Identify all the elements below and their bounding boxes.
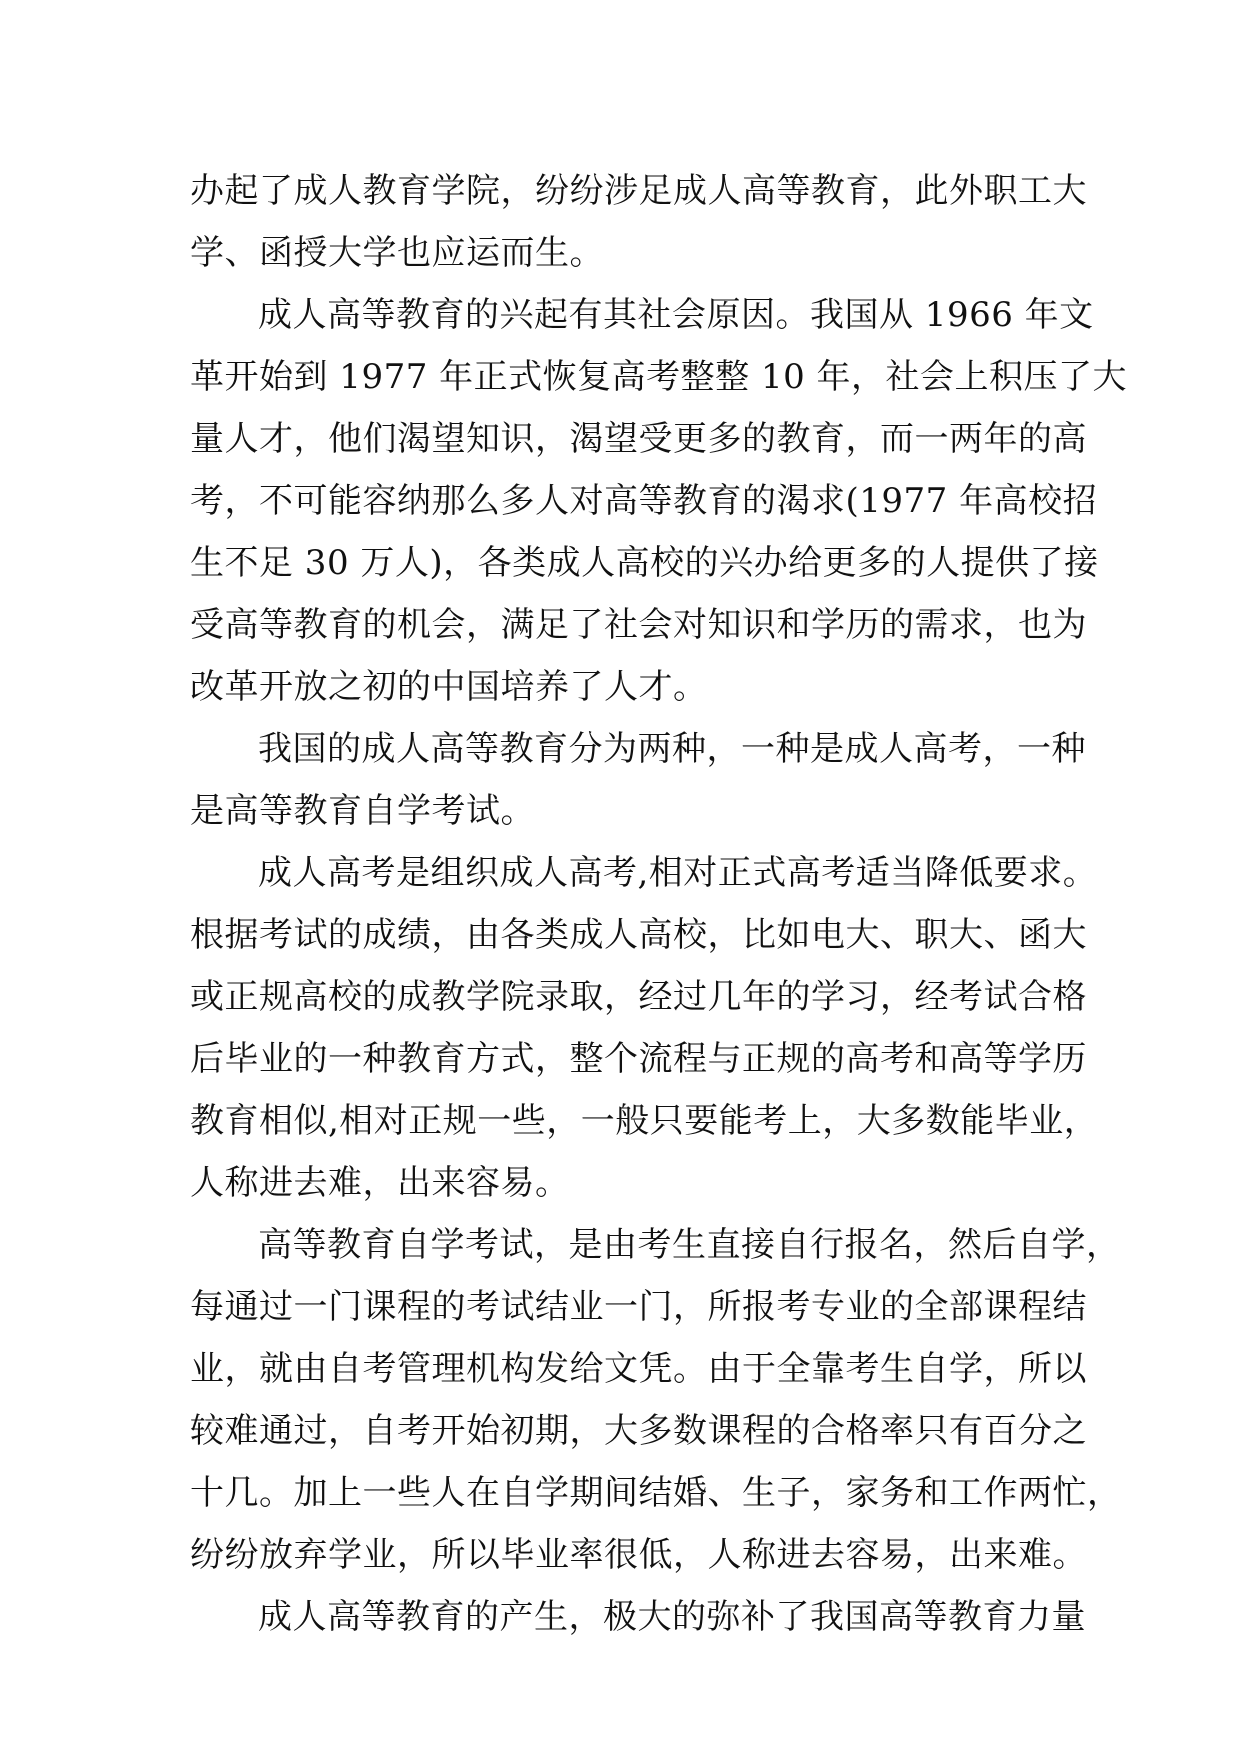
text-line: 学、函授大学也应运而生。 [190, 233, 604, 273]
text-line: 考，不可能容纳那么多人对高等教育的渴求(1977 年高校招 [190, 481, 1098, 521]
text-line: 根据考试的成绩，由各类成人高校，比如电大、职大、函大 [190, 915, 1087, 955]
text-line: 是高等教育自学考试。 [190, 791, 535, 831]
text-line: 改革开放之初的中国培养了人才。 [190, 667, 708, 707]
document-body [190, 160, 1128, 1648]
text-line: 十几。加上一些人在自学期间结婚、生子，家务和工作两忙， [190, 1473, 1122, 1513]
text-line: 革开始到 1977 年正式恢复高考整整 10 年，社会上积压了大 [190, 357, 1128, 397]
text-line: 每通过一门课程的考试结业一门，所报考专业的全部课程结 [190, 1287, 1087, 1327]
text-line: 成人高考是组织成人高考,相对正式高考适当降低要求。 [258, 853, 1098, 893]
text-line: 后毕业的一种教育方式，整个流程与正规的高考和高等学历 [190, 1039, 1087, 1079]
text-line: 生不足 30 万人)，各类成人高校的兴办给更多的人提供了接 [190, 543, 1099, 583]
text-line: 受高等教育的机会，满足了社会对知识和学历的需求，也为 [190, 605, 1087, 645]
text-line: 较难通过，自考开始初期，大多数课程的合格率只有百分之 [190, 1411, 1087, 1451]
text-line: 成人高等教育的兴起有其社会原因。我国从 1966 年文 [258, 295, 1094, 335]
text-line: 或正规高校的成教学院录取，经过几年的学习，经考试合格 [190, 977, 1087, 1017]
text-line: 高等教育自学考试，是由考生直接自行报名，然后自学， [258, 1225, 1121, 1265]
text-line: 纷纷放弃学业，所以毕业率很低，人称进去容易，出来难。 [190, 1535, 1087, 1575]
text-line: 业，就由自考管理机构发给文凭。由于全靠考生自学，所以 [190, 1349, 1087, 1389]
text-line: 人称进去难，出来容易。 [190, 1163, 570, 1203]
text-line: 教育相似,相对正规一些，一般只要能考上，大多数能毕业， [190, 1101, 1099, 1141]
text-line: 我国的成人高等教育分为两种，一种是成人高考，一种 [258, 729, 1086, 769]
text-line: 办起了成人教育学院，纷纷涉足成人高等教育，此外职工大 [190, 171, 1087, 211]
text-line: 成人高等教育的产生，极大的弥补了我国高等教育力量 [258, 1597, 1086, 1637]
text-line: 量人才，他们渴望知识，渴望受更多的教育，而一两年的高 [190, 419, 1087, 459]
